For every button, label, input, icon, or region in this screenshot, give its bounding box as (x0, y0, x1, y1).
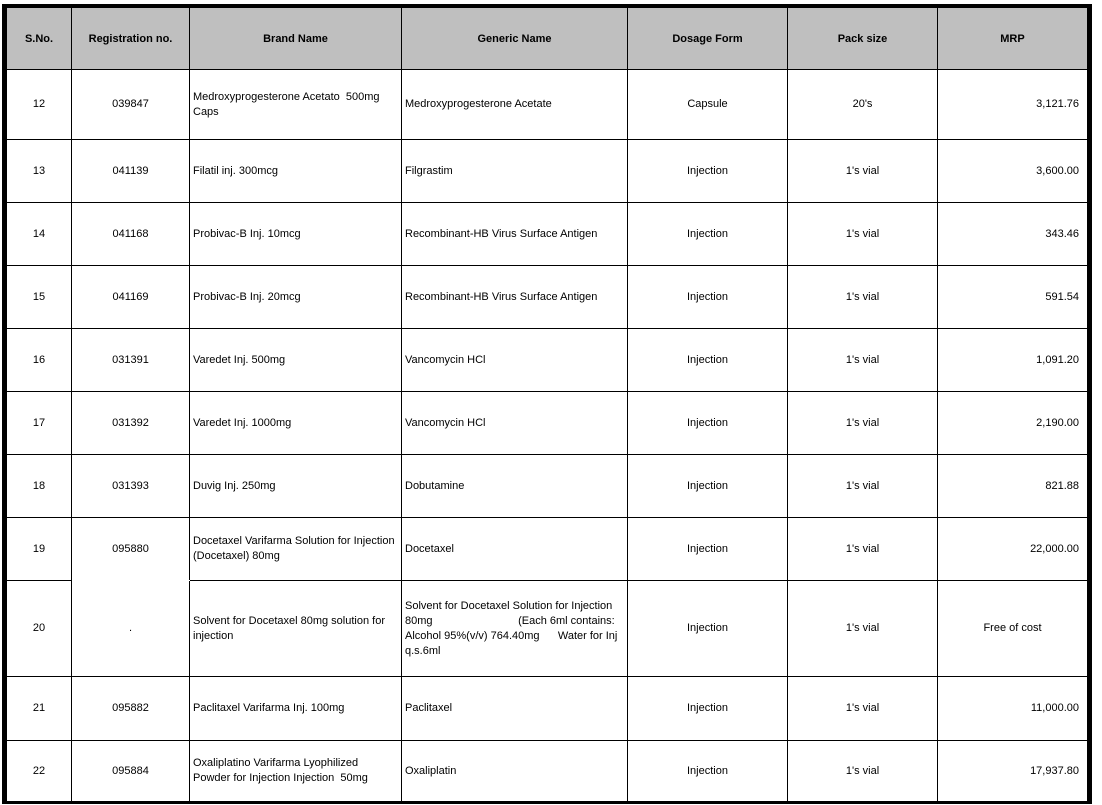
cell-mrp: 11,000.00 (938, 677, 1090, 741)
table-row (5, 140, 1090, 203)
cell-dosage-form: Injection (628, 741, 788, 803)
cell-pack-size: 1's vial (788, 677, 938, 741)
cell-brand-name: Probivac-B Inj. 10mcg (190, 203, 402, 266)
cell-mrp: 3,121.76 (938, 70, 1090, 140)
cell-brand-name: Solvent for Docetaxel 80mg solution for injection (190, 581, 402, 677)
cell-generic-name: Recombinant-HB Virus Surface Antigen (402, 203, 628, 266)
cell-pack-size: 1's vial (788, 741, 938, 803)
cell-dosage-form: Injection (628, 455, 788, 518)
col-header-registration: Registration no. (72, 6, 190, 70)
cell-registration: 095882 (72, 677, 190, 741)
header-row (5, 6, 1090, 70)
cell-pack-size: 1's vial (788, 581, 938, 677)
cell-sno: 18 (5, 455, 72, 518)
cell-registration: 031391 (72, 329, 190, 392)
cell-dosage-form: Injection (628, 329, 788, 392)
cell-generic-name: Filgrastim (402, 140, 628, 203)
cell-brand-name: Filatil inj. 300mcg (190, 140, 402, 203)
cell-generic-name: Paclitaxel (402, 677, 628, 741)
cell-mrp: 591.54 (938, 266, 1090, 329)
table-row (5, 70, 1090, 140)
cell-registration: 041169 (72, 266, 190, 329)
cell-pack-size: 1's vial (788, 392, 938, 455)
cell-pack-size: 1's vial (788, 329, 938, 392)
cell-dosage-form: Injection (628, 677, 788, 741)
cell-mrp: 343.46 (938, 203, 1090, 266)
cell-sno: 19 (5, 518, 72, 581)
cell-registration: 095884 (72, 741, 190, 803)
cell-generic-name: Vancomycin HCl (402, 329, 628, 392)
cell-mrp: 1,091.20 (938, 329, 1090, 392)
table-row (5, 329, 1090, 392)
cell-pack-size: 1's vial (788, 140, 938, 203)
table-row (5, 581, 1090, 677)
cell-registration: 031393 (72, 455, 190, 518)
cell-pack-size: 1's vial (788, 266, 938, 329)
cell-registration: 041168 (72, 203, 190, 266)
cell-generic-name: Medroxyprogesterone Acetate (402, 70, 628, 140)
cell-generic-name: Vancomycin HCl (402, 392, 628, 455)
table-row (5, 266, 1090, 329)
cell-generic-name: Docetaxel (402, 518, 628, 581)
cell-registration: 095880 (72, 518, 190, 581)
cell-mrp: 821.88 (938, 455, 1090, 518)
cell-sno: 14 (5, 203, 72, 266)
cell-brand-name: Duvig Inj. 250mg (190, 455, 402, 518)
cell-pack-size: 1's vial (788, 455, 938, 518)
table-row (5, 677, 1090, 741)
table-row (5, 455, 1090, 518)
cell-sno: 12 (5, 70, 72, 140)
cell-brand-name: Oxaliplatino Varifarma Lyophilized Powder for Injection Injection 50mg (190, 741, 402, 803)
cell-brand-name: Varedet Inj. 1000mg (190, 392, 402, 455)
cell-sno: 20 (5, 581, 72, 677)
cell-mrp: 22,000.00 (938, 518, 1090, 581)
cell-mrp: Free of cost (938, 581, 1090, 677)
cell-dosage-form: Injection (628, 203, 788, 266)
cell-brand-name: Medroxyprogesterone Acetato 500mg Caps (190, 70, 402, 140)
cell-registration: . (72, 581, 190, 677)
table-row (5, 741, 1090, 803)
cell-sno: 15 (5, 266, 72, 329)
cell-brand-name: Docetaxel Varifarma Solution for Injection (Docetaxel) 80mg (190, 518, 402, 581)
cell-registration: 041139 (72, 140, 190, 203)
cell-generic-name: Dobutamine (402, 455, 628, 518)
table-row (5, 392, 1090, 455)
cell-dosage-form: Injection (628, 140, 788, 203)
cell-mrp: 3,600.00 (938, 140, 1090, 203)
cell-mrp: 17,937.80 (938, 741, 1090, 803)
cell-dosage-form: Injection (628, 392, 788, 455)
cell-sno: 22 (5, 741, 72, 803)
cell-mrp: 2,190.00 (938, 392, 1090, 455)
table-row (5, 518, 1090, 581)
cell-brand-name: Probivac-B Inj. 20mcg (190, 266, 402, 329)
cell-generic-name: Recombinant-HB Virus Surface Antigen (402, 266, 628, 329)
cell-generic-name: Solvent for Docetaxel Solution for Injection 80mg (Each 6ml contains: Alcohol 95%(v/v) 764.40mg Water for Inj q.s.6ml (402, 581, 628, 677)
price-table (2, 4, 1092, 804)
cell-pack-size: 20's (788, 70, 938, 140)
cell-brand-name: Paclitaxel Varifarma Inj. 100mg (190, 677, 402, 741)
col-header-sno: S.No. (5, 6, 72, 70)
table-row (5, 203, 1090, 266)
cell-dosage-form: Capsule (628, 70, 788, 140)
cell-pack-size: 1's vial (788, 203, 938, 266)
col-header-mrp: MRP (938, 6, 1090, 70)
cell-registration: 039847 (72, 70, 190, 140)
cell-dosage-form: Injection (628, 518, 788, 581)
cell-dosage-form: Injection (628, 581, 788, 677)
cell-sno: 17 (5, 392, 72, 455)
col-header-pack-size: Pack size (788, 6, 938, 70)
cell-registration: 031392 (72, 392, 190, 455)
cell-sno: 16 (5, 329, 72, 392)
cell-sno: 13 (5, 140, 72, 203)
col-header-brand-name: Brand Name (190, 6, 402, 70)
cell-brand-name: Varedet Inj. 500mg (190, 329, 402, 392)
col-header-generic-name: Generic Name (402, 6, 628, 70)
cell-pack-size: 1's vial (788, 518, 938, 581)
cell-generic-name: Oxaliplatin (402, 741, 628, 803)
cell-dosage-form: Injection (628, 266, 788, 329)
col-header-dosage-form: Dosage Form (628, 6, 788, 70)
cell-sno: 21 (5, 677, 72, 741)
